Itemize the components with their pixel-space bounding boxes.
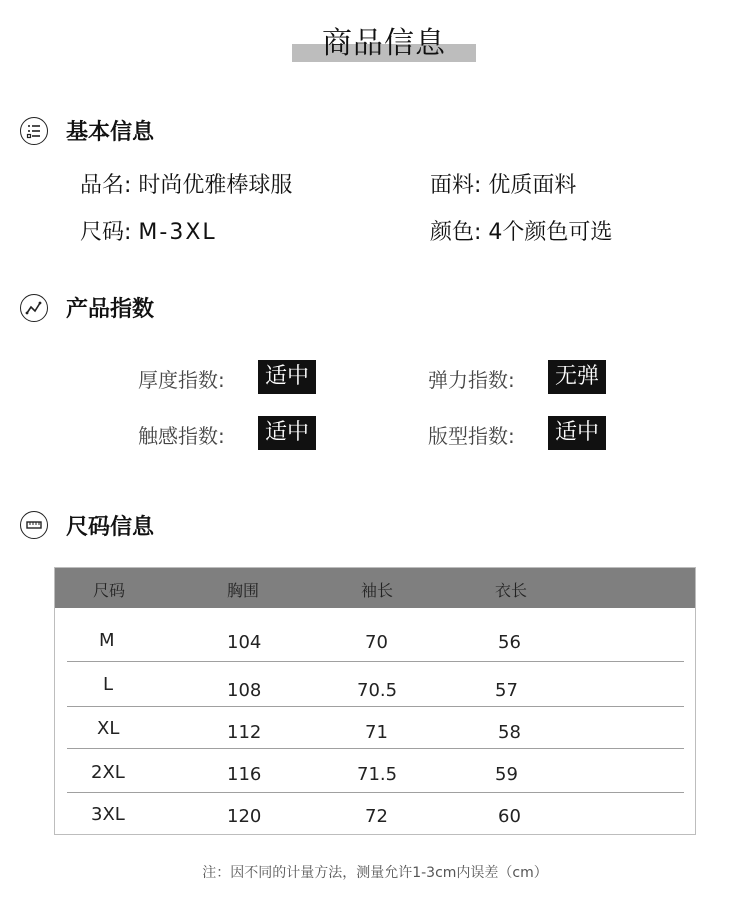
cell-length: 57	[495, 680, 518, 701]
color-row	[430, 215, 612, 246]
list-icon	[20, 117, 48, 145]
cell-length: 56	[498, 632, 521, 653]
row-divider	[67, 706, 684, 707]
feel-label: 触感指数:	[138, 424, 225, 448]
product-name-value: 时尚优雅棒球服	[138, 173, 293, 198]
header-sleeve: 袖长	[361, 581, 394, 600]
color-value: 4个颜色可选	[488, 220, 613, 245]
cell-sleeve: 70.5	[357, 680, 398, 701]
cell-length: 58	[498, 722, 521, 743]
feel-value: 适中	[258, 416, 316, 450]
size-row	[80, 215, 217, 246]
ruler-icon	[20, 511, 48, 539]
product-name-label: 品名:	[80, 173, 132, 198]
header-chest: 胸围	[227, 581, 260, 600]
fit-label: 版型指数:	[428, 424, 515, 448]
size-label: 尺码:	[80, 220, 132, 245]
cell-sleeve: 72	[365, 806, 388, 827]
fabric-row	[430, 168, 576, 199]
cell-chest: 104	[227, 632, 262, 653]
size-value: M-3XL	[138, 220, 217, 245]
elasticity-value: 无弹	[548, 360, 606, 394]
trend-chart-icon	[20, 294, 48, 322]
color-label: 颜色:	[430, 220, 482, 245]
fabric-label: 面料:	[430, 173, 482, 198]
thickness-label: 厚度指数:	[138, 368, 225, 392]
cell-size: M	[99, 630, 115, 651]
cell-size: XL	[97, 718, 120, 739]
cell-length: 60	[498, 806, 521, 827]
row-divider	[67, 748, 684, 749]
page-title: 商品信息	[322, 26, 446, 61]
section-title-product-index: 产品指数	[66, 297, 155, 322]
section-title-size-info: 尺码信息	[66, 515, 155, 540]
cell-chest: 112	[227, 722, 262, 743]
row-divider	[67, 661, 684, 662]
cell-size: L	[103, 674, 114, 695]
cell-chest: 116	[227, 764, 262, 785]
cell-size: 2XL	[91, 762, 125, 783]
cell-size: 3XL	[91, 804, 125, 825]
header-length: 衣长	[495, 581, 528, 600]
header-size: 尺码	[93, 581, 126, 600]
size-table	[54, 567, 696, 835]
thickness-value: 适中	[258, 360, 316, 394]
cell-chest: 120	[227, 806, 262, 827]
cell-sleeve: 71	[365, 722, 388, 743]
cell-length: 59	[495, 764, 518, 785]
product-name-row	[80, 168, 292, 199]
section-title-basic-info: 基本信息	[66, 120, 155, 145]
measurement-note: 注：因不同的计量方法，测量允许1-3cm内误差（cm）	[202, 865, 548, 881]
cell-chest: 108	[227, 680, 262, 701]
cell-sleeve: 71.5	[357, 764, 398, 785]
table-header	[55, 568, 695, 608]
elasticity-label: 弹力指数:	[428, 368, 515, 392]
fabric-value: 优质面料	[488, 173, 577, 198]
row-divider	[67, 792, 684, 793]
fit-value: 适中	[548, 416, 606, 450]
cell-sleeve: 70	[365, 632, 388, 653]
